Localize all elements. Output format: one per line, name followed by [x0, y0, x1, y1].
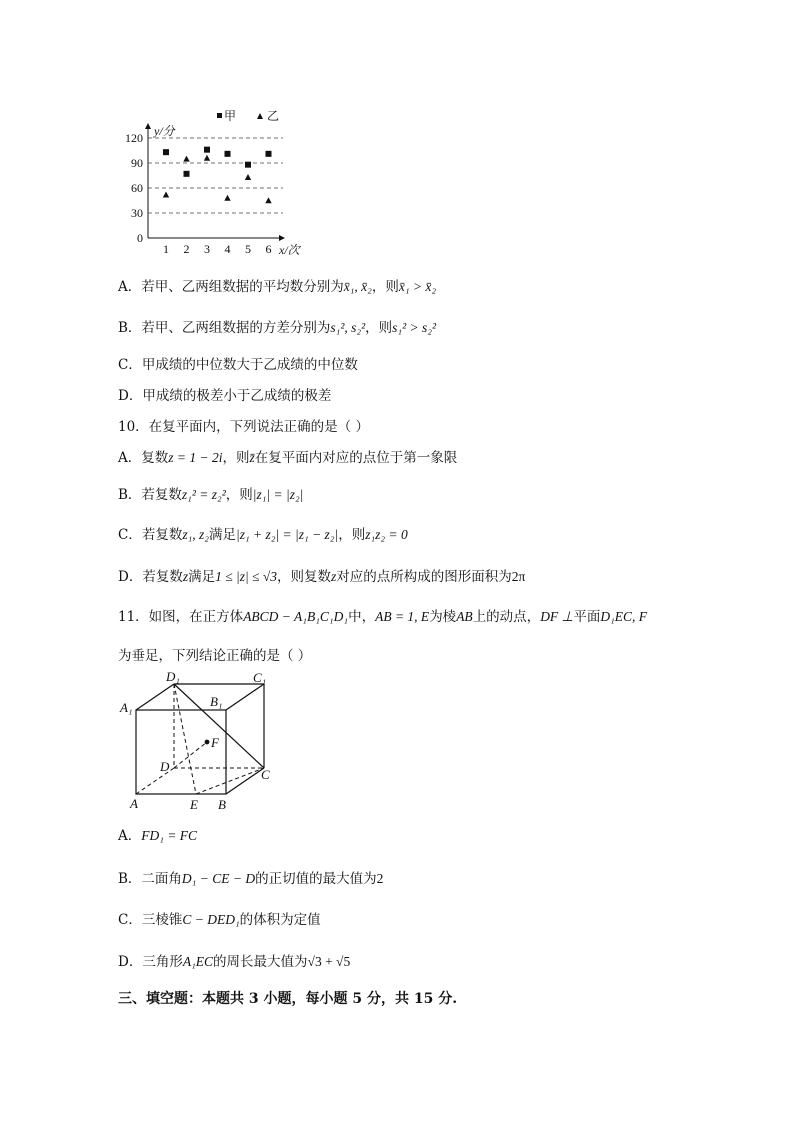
q11-stem-cube: ABCD − A₁B₁C₁D₁	[243, 609, 349, 624]
section-3-heading	[118, 988, 457, 1008]
q11-c-part1: C．三棱锥	[118, 912, 183, 928]
q10-a-expr: z = 1 − 2i	[168, 450, 223, 465]
q11-a-part1: A．	[118, 828, 142, 844]
q11-stem-part5: 平面	[573, 609, 601, 625]
q10-c-relation: z₁z₂ = 0	[365, 527, 408, 542]
q11-b-value: 2	[376, 871, 384, 886]
q11-stem-plane: D₁EC, F	[600, 609, 648, 624]
q11-c-expr: C − DED₁	[182, 912, 240, 927]
point-yi	[183, 156, 189, 162]
q11-d-value: √3 + √5	[307, 954, 351, 969]
y-axis-label: y/分	[154, 124, 175, 138]
q11-stem-df: DF ⊥	[540, 609, 574, 624]
x-axis-arrow-icon	[279, 235, 285, 241]
q10-option-c	[118, 523, 408, 543]
q11-a-expr: FD₁ = FC	[141, 828, 198, 843]
q10-a-part1: A．复数	[118, 450, 169, 466]
edge-b-c	[226, 768, 264, 794]
y-tick-label: 30	[131, 206, 143, 220]
point-yi	[163, 191, 169, 197]
q9-option-b-text: B．若甲、乙两组数据的方差分别为	[118, 320, 331, 336]
q9-option-a	[118, 275, 436, 295]
q10-d-z2: z	[331, 569, 337, 584]
score-scatter-chart	[118, 105, 318, 260]
q10-a-part2: ，则	[222, 450, 250, 466]
label-d: D	[160, 759, 170, 774]
q11-option-b	[118, 867, 383, 887]
q9-option-b	[118, 316, 436, 336]
q10-d-part4: 对应的点所构成的图形面积为	[336, 569, 512, 585]
point-yi	[245, 174, 251, 180]
section-3-heading-text: 三、填空题：本题共 3 小题，每小题 5 分，共 15 分.	[118, 991, 458, 1007]
cube-front-face	[136, 710, 226, 794]
q11-stem-line2	[118, 644, 311, 664]
point-f	[205, 740, 210, 745]
q9-option-d-text: D．甲成绩的极差小于乙成绩的极差	[118, 388, 332, 404]
x-tick-label: 2	[183, 242, 190, 256]
q11-stem-part4: 上的动点，	[472, 609, 541, 625]
q10-d-part1: D．若复数	[118, 569, 183, 585]
q11-option-c	[118, 908, 321, 928]
q9-option-d	[118, 384, 331, 404]
x-tick-label: 5	[245, 242, 251, 256]
point-jia	[266, 151, 272, 157]
x-axis-label: x/次	[279, 243, 300, 257]
label-d1: D₁	[166, 669, 180, 684]
q10-b-part1: B．若复数	[118, 487, 182, 503]
q10-d-expr: 1 ≤ |z| ≤ √3	[215, 569, 277, 584]
q9-option-a-text: A．若甲、乙两组数据的平均数分别为	[118, 279, 344, 295]
label-b: B	[218, 797, 226, 812]
label-b1: B₁	[210, 694, 223, 709]
q10-d-z: z	[182, 569, 189, 584]
q10-c-vars: z₁, z₂	[182, 527, 209, 542]
edge-a1-d1	[136, 684, 174, 710]
q10-stem-text: 10．在复平面内，下列说法正确的是（ ）	[118, 419, 369, 435]
q11-d-expr: A₁EC	[182, 954, 214, 969]
y-tick-label: 120	[125, 131, 143, 145]
q11-b-part1: B．二面角	[118, 871, 182, 887]
hidden-segment-d1-e	[174, 684, 196, 794]
hidden-segment-e-c	[196, 768, 264, 794]
q9-option-a-relation: x̄₁ > x̄₂	[398, 279, 437, 294]
label-a1: A₁	[120, 700, 133, 715]
q10-d-part3: ，则复数	[277, 569, 331, 585]
q10-option-b	[118, 483, 303, 503]
q9-option-a-mid: ，则	[371, 279, 399, 295]
x-tick-label: 3	[204, 242, 210, 256]
q11-stem-ab2: AB	[456, 609, 473, 624]
q11-option-d	[118, 950, 350, 970]
q10-d-value: 2π	[511, 569, 526, 584]
point-jia	[225, 151, 231, 157]
x-tick-label: 1	[163, 242, 169, 256]
q11-c-part2: 的体积为定值	[239, 912, 321, 928]
label-f: F	[211, 735, 219, 750]
q9-option-c	[118, 353, 358, 373]
q10-stem	[118, 415, 369, 435]
q10-option-d	[118, 565, 525, 585]
q10-a-conj: z̄	[249, 450, 255, 465]
q10-b-part2: ，则	[225, 487, 253, 503]
label-a: A	[130, 796, 138, 811]
q11-d-part1: D．三角形	[118, 954, 183, 970]
q11-stem-ab: AB = 1, E	[375, 609, 430, 624]
point-jia	[245, 162, 251, 168]
q10-c-part3: ，则	[338, 527, 366, 543]
y-axis-arrow-icon	[145, 123, 151, 129]
q11-stem-part6: 为垂足，下列结论正确的是（ ）	[118, 648, 312, 664]
legend-label-jia: 甲	[224, 109, 237, 123]
q10-c-part1: C．若复数	[118, 527, 183, 543]
cube-figure	[118, 668, 288, 818]
edge-b1-c1	[226, 684, 264, 710]
q11-stem-part3: 为棱	[429, 609, 457, 625]
q10-b-expr: z₁² = z₂²	[181, 487, 226, 502]
q10-d-part2: 满足	[188, 569, 216, 585]
q9-option-a-vars: x̄₁, x̄₂	[343, 279, 372, 294]
q11-stem-part2: 中，	[348, 609, 376, 625]
hidden-segment-d-f	[174, 742, 207, 768]
q10-a-part3: 在复平面内对应的点位于第一象限	[254, 450, 458, 466]
legend-square-icon	[217, 113, 222, 118]
y-tick-label: 90	[131, 156, 143, 170]
point-jia	[163, 149, 169, 155]
label-c1: C₁	[253, 670, 267, 685]
q11-b-part2: 的正切值的最大值为	[255, 871, 377, 887]
q11-stem-part1: 11．如图，在正方体	[118, 609, 244, 625]
q10-b-relation: |z₁| = |z₂|	[252, 487, 304, 502]
q9-option-b-mid: ，则	[365, 320, 393, 336]
label-e: E	[190, 797, 198, 812]
q11-b-expr: D₁ − CE − D	[181, 871, 256, 886]
x-tick-label: 4	[224, 242, 231, 256]
label-c: C	[261, 767, 270, 782]
point-yi	[265, 197, 271, 203]
legend-label-yi: 乙	[267, 109, 280, 123]
x-tick-label: 6	[265, 242, 272, 256]
point-jia	[184, 171, 190, 177]
legend-triangle-icon	[257, 113, 263, 119]
point-jia	[204, 147, 210, 153]
q11-d-part2: 的周长最大值为	[213, 954, 308, 970]
q10-option-a	[118, 446, 457, 466]
point-yi	[224, 195, 230, 201]
q9-option-c-text: C．甲成绩的中位数大于乙成绩的中位数	[118, 357, 358, 373]
q9-option-b-relation: s₁² > s₂²	[392, 320, 437, 335]
q10-c-part2: 满足	[209, 527, 236, 543]
y-tick-label: 60	[131, 181, 143, 195]
y-tick-label: 0	[137, 231, 143, 245]
point-yi	[204, 155, 210, 161]
q9-option-b-vars: s₁², s₂²	[330, 320, 366, 335]
q11-option-a	[118, 824, 197, 844]
q10-c-expr: |z₁ + z₂| = |z₁ − z₂|	[236, 527, 339, 542]
q11-stem-line1	[118, 605, 647, 625]
